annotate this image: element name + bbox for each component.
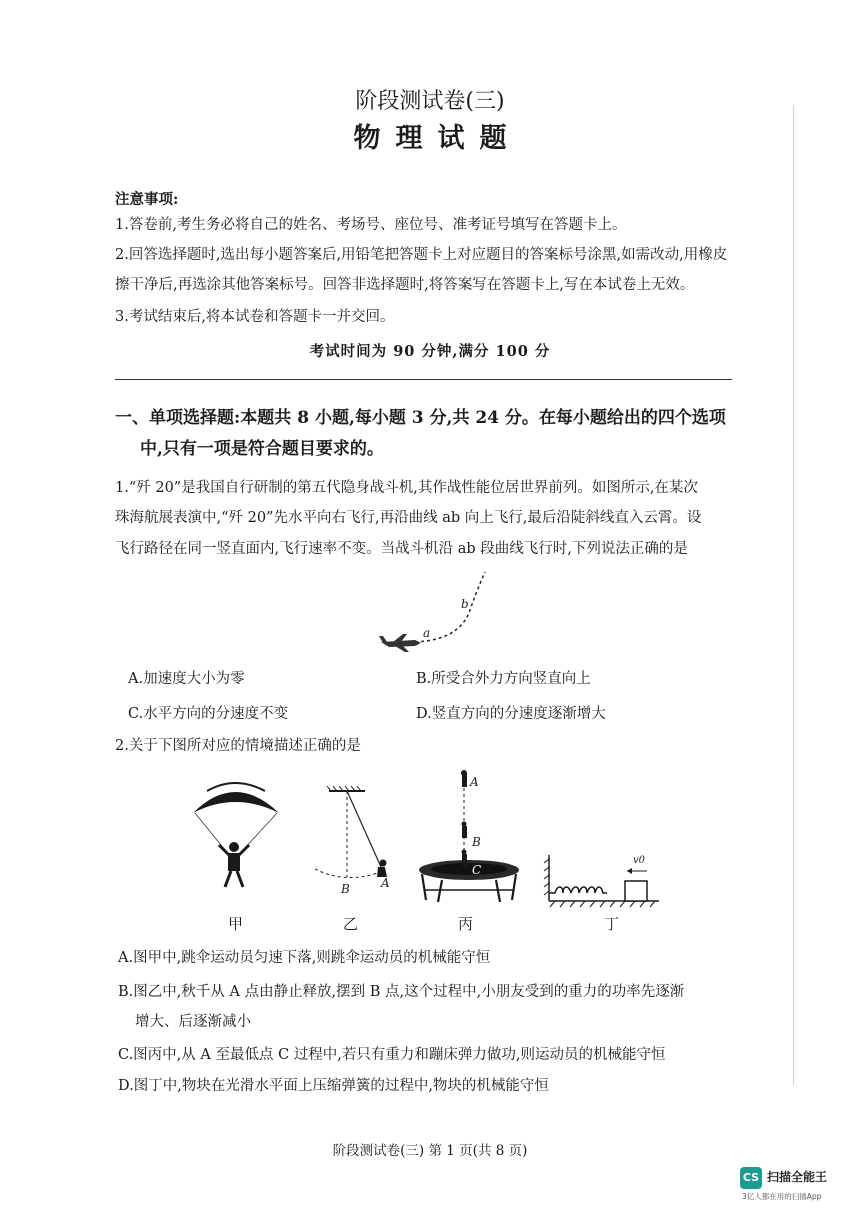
caption-ding: 丁 (604, 915, 620, 933)
q1-stem-line1: 1.“歼 20”是我国自行研制的第五代隐身战斗机,其作战性能位居世界前列。如图所示,在某次 (115, 480, 698, 496)
subject-title: 物理试题 (353, 123, 522, 154)
spring-icon (549, 887, 607, 893)
figure-parachute (185, 775, 285, 905)
q2-option-d[interactable]: D.图丁中,物块在光滑水平面上压缩弹簧的过程中,物块的机械能守恒 (118, 1078, 549, 1094)
q1-option-d[interactable]: D.竖直方向的分速度逐渐增大 (416, 706, 606, 722)
notes-heading: 注意事项: (115, 191, 179, 208)
q1-option-c[interactable]: C.水平方向的分速度不变 (128, 706, 289, 722)
label-b: b (461, 597, 469, 611)
page-footer: 阶段测试卷(三) 第 1 页(共 8 页) (332, 1143, 528, 1159)
swing-rope (347, 791, 381, 867)
scanner-app-name: 扫描全能王 (767, 1170, 828, 1184)
swing-arc (315, 869, 383, 878)
q1-option-b[interactable]: B.所受合外力方向竖直向上 (416, 671, 591, 687)
jet-icon (379, 634, 421, 652)
q2-option-a[interactable]: A.图甲中,跳伞运动员匀速下落,则跳伞运动员的机械能守恒 (118, 950, 491, 966)
exam-time: 考试时间为 90 分钟,满分 100 分 (309, 343, 551, 360)
note-item-3: 3.考试结束后,将本试卷和答题卡一并交回。 (115, 309, 395, 325)
section-heading-line1: 一、单项选择题:本题共 8 小题,每小题 3 分,共 24 分。在每小题给出的四个选项 (115, 408, 726, 428)
jumper-icon-low (462, 850, 468, 867)
tramp-label-b: B (472, 835, 481, 849)
page-edge-line (793, 105, 794, 1085)
q2-option-b-line1[interactable]: B.图乙中,秋千从 A 点由静止释放,摆到 B 点,这个过程中,小朋友受到的重力的功率先逐渐 (118, 984, 685, 1000)
parachute-canopy (193, 792, 279, 813)
q2-stem: 2.关于下图所对应的情境描述正确的是 (115, 738, 361, 754)
tramp-label-a: A (470, 775, 479, 789)
note-item-1: 1.答卷前,考生务必将自己的姓名、考场号、座位号、准考证号填写在答题卡上。 (115, 217, 627, 233)
q2-option-c[interactable]: C.图丙中,从 A 至最低点 C 过程中,若只有重力和蹦床弹力做功,则运动员的机械能守恒 (118, 1047, 666, 1063)
scanner-logo-icon: CS (740, 1167, 762, 1189)
figure-spring-block (543, 845, 663, 910)
label-a: a (423, 626, 431, 640)
swing-label-b: B (341, 882, 350, 896)
swing-label-a: A (381, 876, 390, 890)
note-item-2-line1: 2.回答选择题时,选出每小题答案后,用铅笔把答题卡上对应题目的答案标号涂黑,如需改动,用橡皮 (115, 247, 728, 263)
scanner-tagline: 3亿人都在用的扫描App (742, 1192, 822, 1201)
section-heading-line2: 中,只有一项是符合题目要求的。 (140, 439, 384, 459)
q1-figure (375, 570, 495, 660)
q1-stem-line3: 飞行路径在同一竖直面内,飞行速率不变。当战斗机沿 ab 段曲线飞行时,下列说法正确的是 (115, 541, 688, 557)
q1-stem-line2: 珠海航展表演中,“歼 20”先水平向右飞行,再沿曲线 ab 向上飞行,最后沿陡斜线直入云霄。设 (115, 510, 702, 526)
q2-option-b-line2: 增大、后逐渐减小 (135, 1014, 251, 1030)
figure-trampoline (412, 770, 527, 910)
parachutist-icon (219, 842, 249, 887)
caption-bing: 丙 (458, 915, 474, 933)
q1-option-a[interactable]: A.加速度大小为零 (128, 671, 245, 687)
exam-title: 阶段测试卷(三) (355, 89, 505, 114)
block (625, 881, 647, 901)
jumper-icon-top (461, 770, 467, 787)
block-velocity-label: v0 (633, 855, 646, 866)
note-item-2-line2: 擦干净后,再选涂其他答案标号。回答非选择题时,将答案写在答题卡上,写在本试卷上无效。 (115, 277, 695, 293)
figure-swing (315, 785, 405, 905)
caption-jia: 甲 (228, 915, 244, 933)
divider (115, 379, 732, 380)
tramp-label-c: C (472, 863, 482, 877)
jumper-icon-mid (462, 822, 468, 839)
caption-yi: 乙 (343, 915, 359, 933)
